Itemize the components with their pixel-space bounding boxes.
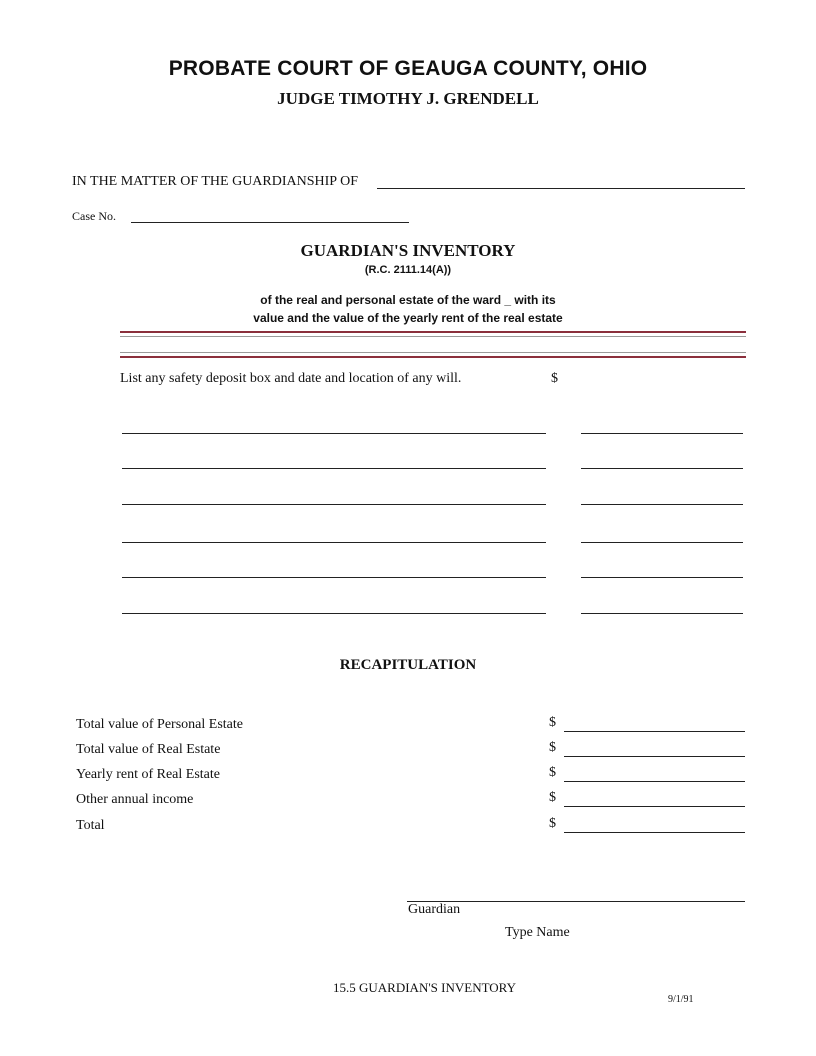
form-description-line1: of the real and personal estate of the ward _ with its [260, 293, 556, 307]
dollar-sign: $ [549, 740, 556, 755]
guardian-label: Guardian [408, 902, 461, 917]
recap-label: Total [76, 818, 105, 833]
type-name-label: Type Name [505, 925, 570, 940]
judge-name: JUDGE TIMOTHY J. GRENDELL [277, 89, 539, 108]
recap-label: Total value of Personal Estate [76, 717, 243, 732]
recap-row-yearly-rent [76, 767, 746, 787]
dollar-sign: $ [549, 765, 556, 780]
recap-value-field[interactable] [564, 806, 745, 807]
inventory-value-field[interactable] [581, 577, 743, 578]
recap-row-total [76, 818, 746, 838]
inventory-value-field[interactable] [581, 542, 743, 543]
inventory-item-field[interactable] [122, 504, 546, 505]
guardianship-of-label: IN THE MATTER OF THE GUARDIANSHIP OF [72, 174, 358, 189]
recap-value-field[interactable] [564, 756, 745, 757]
form-id: 15.5 GUARDIAN'S INVENTORY [333, 980, 517, 995]
divider-rule [120, 356, 746, 358]
ward-name-field[interactable] [377, 188, 745, 189]
divider-rule [120, 336, 746, 337]
revision-date: 9/1/91 [668, 994, 694, 1005]
recap-value-field[interactable] [564, 781, 745, 782]
inventory-value-field[interactable] [581, 433, 743, 434]
recap-label: Other annual income [76, 792, 194, 807]
recap-value-field[interactable] [564, 832, 745, 833]
recap-row-other-income [76, 792, 746, 812]
inventory-value-field[interactable] [581, 613, 743, 614]
recap-title: RECAPITULATION [339, 657, 477, 673]
dollar-sign: $ [549, 715, 556, 730]
case-no-label: Case No. [72, 209, 116, 223]
dollar-sign: $ [549, 816, 556, 831]
inventory-item-field[interactable] [122, 433, 546, 434]
court-title: PROBATE COURT OF GEAUGA COUNTY, OHIO [168, 57, 648, 80]
recap-label: Total value of Real Estate [76, 742, 221, 757]
recap-value-field[interactable] [564, 731, 745, 732]
case-no-field[interactable] [131, 222, 409, 223]
inventory-item-field[interactable] [122, 468, 546, 469]
inventory-value-field[interactable] [581, 504, 743, 505]
recap-row-real-estate [76, 742, 746, 762]
inventory-value-field[interactable] [581, 468, 743, 469]
inventory-item-field[interactable] [122, 542, 546, 543]
statute-reference: (R.C. 2111.14(A)) [364, 264, 452, 276]
inventory-dollar-sign: $ [551, 371, 558, 386]
inventory-instruction: List any safety deposit box and date and location of any will. [120, 371, 462, 386]
inventory-item-field[interactable] [122, 613, 546, 614]
inventory-item-field[interactable] [122, 577, 546, 578]
divider-rule [120, 352, 746, 353]
form-description-line2: value and the value of the yearly rent of the real estate [253, 311, 563, 325]
recap-label: Yearly rent of Real Estate [76, 767, 220, 782]
divider-rule [120, 331, 746, 333]
form-title: GUARDIAN'S INVENTORY [300, 241, 516, 260]
recap-row-personal-estate [76, 717, 746, 737]
dollar-sign: $ [549, 790, 556, 805]
